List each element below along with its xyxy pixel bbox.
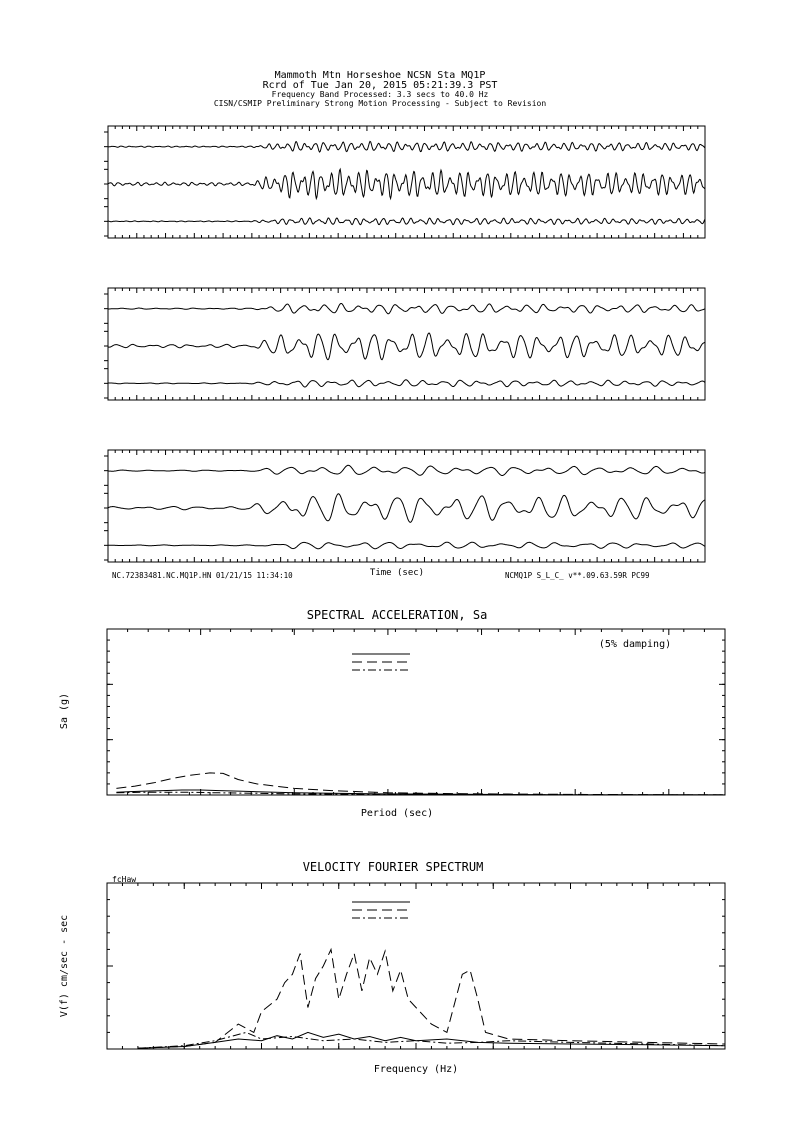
sa-ylabel: Sa (g) <box>59 692 70 730</box>
time-axis-label: Time (sec) <box>369 568 425 578</box>
spectral-acceleration-chart <box>59 608 725 819</box>
channel-trace <box>108 380 705 387</box>
vf-xlabel: Frequency (Hz) <box>373 1064 459 1075</box>
channel-trace <box>108 494 705 523</box>
header-disclaimer: CISN/CSMIP Preliminary Strong Motion Processing - Subject to Revision <box>213 99 547 108</box>
footer-left: NC.72383481.NC.MQ1P.HN 01/21/15 11:34:10 <box>112 571 293 580</box>
plot-frame <box>107 883 725 1049</box>
vf-ylabel: V(f) cm/sec - sec <box>59 914 70 1018</box>
channel-trace <box>108 141 705 152</box>
plot-frame <box>107 629 725 795</box>
series-line <box>138 1032 725 1048</box>
channel-trace <box>108 169 705 198</box>
sa-xlabel: Period (sec) <box>360 808 434 819</box>
time-series-panel <box>104 288 705 400</box>
time-series-section <box>104 126 705 562</box>
channel-trace <box>108 465 705 475</box>
channel-trace <box>108 304 705 314</box>
header-station: Mammoth Mtn Horseshoe NCSN Sta MQ1P <box>274 70 486 81</box>
series-line <box>116 773 725 795</box>
vf-title: VELOCITY FOURIER SPECTRUM <box>302 860 484 874</box>
velocity-fourier-chart <box>59 860 725 1075</box>
footer-right: NCMQ1P S_L_C_ v**.09.63.59R PC99 <box>505 571 650 580</box>
channel-trace <box>108 333 705 360</box>
sa-damping: (5% damping) <box>598 639 672 650</box>
vf-corner-label: fcHaw <box>112 875 137 884</box>
header-band: Frequency Band Processed: 3.3 secs to 40.0 Hz <box>271 90 489 99</box>
series-line <box>138 949 725 1048</box>
time-series-panel <box>104 450 705 562</box>
channel-trace <box>108 218 705 225</box>
channel-trace <box>108 542 705 549</box>
sa-title: SPECTRAL ACCELERATION, Sa <box>306 608 488 622</box>
header-record: Rcrd of Tue Jan 20, 2015 05:21:39.3 PST <box>262 80 498 91</box>
time-series-panel <box>104 126 705 238</box>
